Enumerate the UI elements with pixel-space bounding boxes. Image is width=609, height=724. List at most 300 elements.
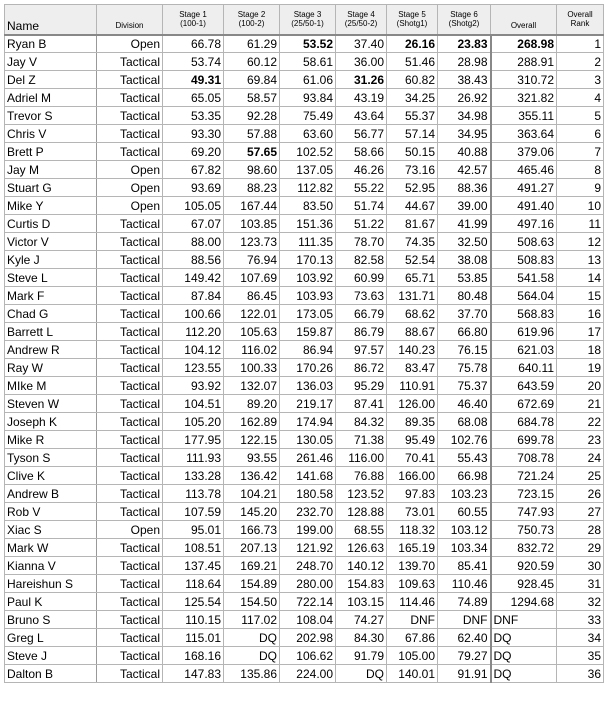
cell-rank[interactable]: 32	[557, 593, 604, 611]
cell-stage4[interactable]: 56.77	[336, 125, 387, 143]
cell-division[interactable]: Open	[97, 521, 163, 539]
cell-stage1[interactable]: 147.83	[163, 665, 224, 683]
cell-stage3[interactable]: 103.93	[280, 287, 336, 305]
cell-stage2[interactable]: 57.65	[224, 143, 280, 161]
cell-rank[interactable]: 7	[557, 143, 604, 161]
header-rank[interactable]	[557, 5, 604, 35]
cell-stage5[interactable]: 109.63	[387, 575, 438, 593]
table-row[interactable]	[5, 35, 604, 53]
cell-stage1[interactable]: 93.69	[163, 179, 224, 197]
cell-name[interactable]: Tyson S	[5, 449, 97, 467]
cell-overall[interactable]: 379.06	[491, 143, 557, 161]
cell-stage2[interactable]: 169.21	[224, 557, 280, 575]
cell-stage1[interactable]: 53.35	[163, 107, 224, 125]
cell-rank[interactable]: 3	[557, 71, 604, 89]
cell-rank[interactable]: 33	[557, 611, 604, 629]
cell-stage4[interactable]: 31.26	[336, 71, 387, 89]
table-row[interactable]	[5, 629, 604, 647]
cell-stage4[interactable]: 87.41	[336, 395, 387, 413]
cell-name[interactable]: Andrew B	[5, 485, 97, 503]
cell-name[interactable]: Ray W	[5, 359, 97, 377]
cell-division[interactable]: Tactical	[97, 71, 163, 89]
cell-stage5[interactable]: 65.71	[387, 269, 438, 287]
cell-overall[interactable]: 723.15	[491, 485, 557, 503]
cell-stage2[interactable]: 103.85	[224, 215, 280, 233]
cell-stage5[interactable]: 74.35	[387, 233, 438, 251]
table-row[interactable]	[5, 53, 604, 71]
cell-rank[interactable]: 6	[557, 125, 604, 143]
cell-stage6[interactable]: 38.43	[438, 71, 491, 89]
cell-division[interactable]: Tactical	[97, 287, 163, 305]
cell-stage3[interactable]: 248.70	[280, 557, 336, 575]
cell-stage5[interactable]: 131.71	[387, 287, 438, 305]
cell-stage5[interactable]: 52.54	[387, 251, 438, 269]
cell-stage1[interactable]: 88.56	[163, 251, 224, 269]
cell-stage2[interactable]: 117.02	[224, 611, 280, 629]
table-row[interactable]	[5, 269, 604, 287]
cell-name[interactable]: Steve J	[5, 647, 97, 665]
cell-stage6[interactable]: 88.36	[438, 179, 491, 197]
cell-rank[interactable]: 14	[557, 269, 604, 287]
cell-stage6[interactable]: 76.15	[438, 341, 491, 359]
cell-name[interactable]: Rob V	[5, 503, 97, 521]
table-row[interactable]	[5, 611, 604, 629]
cell-stage3[interactable]: 83.50	[280, 197, 336, 215]
table-row[interactable]	[5, 503, 604, 521]
cell-stage2[interactable]: 100.33	[224, 359, 280, 377]
cell-division[interactable]: Tactical	[97, 485, 163, 503]
cell-stage3[interactable]: 141.68	[280, 467, 336, 485]
cell-division[interactable]: Open	[97, 35, 163, 53]
table-row[interactable]	[5, 395, 604, 413]
cell-stage1[interactable]: 149.42	[163, 269, 224, 287]
cell-stage6[interactable]: 62.40	[438, 629, 491, 647]
cell-stage5[interactable]: 57.14	[387, 125, 438, 143]
cell-rank[interactable]: 15	[557, 287, 604, 305]
cell-stage4[interactable]: 82.58	[336, 251, 387, 269]
cell-stage4[interactable]: 36.00	[336, 53, 387, 71]
cell-stage1[interactable]: 65.05	[163, 89, 224, 107]
cell-stage5[interactable]: 126.00	[387, 395, 438, 413]
cell-division[interactable]: Tactical	[97, 377, 163, 395]
cell-division[interactable]: Tactical	[97, 557, 163, 575]
cell-stage2[interactable]: 132.07	[224, 377, 280, 395]
cell-overall[interactable]: 321.82	[491, 89, 557, 107]
cell-stage6[interactable]: 74.89	[438, 593, 491, 611]
cell-stage2[interactable]: 98.60	[224, 161, 280, 179]
cell-stage4[interactable]: 154.83	[336, 575, 387, 593]
cell-division[interactable]: Open	[97, 161, 163, 179]
cell-division[interactable]: Tactical	[97, 431, 163, 449]
cell-stage3[interactable]: 53.52	[280, 35, 336, 53]
cell-overall[interactable]: 708.78	[491, 449, 557, 467]
cell-stage4[interactable]: 140.12	[336, 557, 387, 575]
cell-stage4[interactable]: 86.79	[336, 323, 387, 341]
cell-stage1[interactable]: 53.74	[163, 53, 224, 71]
cell-stage3[interactable]: 224.00	[280, 665, 336, 683]
cell-stage4[interactable]: 68.55	[336, 521, 387, 539]
cell-stage5[interactable]: 68.62	[387, 305, 438, 323]
cell-name[interactable]: Del Z	[5, 71, 97, 89]
cell-stage2[interactable]: 207.13	[224, 539, 280, 557]
cell-stage6[interactable]: DNF	[438, 611, 491, 629]
cell-rank[interactable]: 25	[557, 467, 604, 485]
cell-stage6[interactable]: 34.98	[438, 107, 491, 125]
cell-stage6[interactable]: 91.91	[438, 665, 491, 683]
cell-stage4[interactable]: 91.79	[336, 647, 387, 665]
cell-stage1[interactable]: 105.05	[163, 197, 224, 215]
cell-stage4[interactable]: 123.52	[336, 485, 387, 503]
cell-stage5[interactable]: 51.46	[387, 53, 438, 71]
cell-stage2[interactable]: 69.84	[224, 71, 280, 89]
table-row[interactable]	[5, 539, 604, 557]
header-stage4[interactable]	[336, 5, 387, 35]
cell-stage5[interactable]: 73.16	[387, 161, 438, 179]
cell-stage2[interactable]: 123.73	[224, 233, 280, 251]
cell-rank[interactable]: 17	[557, 323, 604, 341]
cell-stage2[interactable]: 122.01	[224, 305, 280, 323]
cell-stage6[interactable]: 103.23	[438, 485, 491, 503]
cell-division[interactable]: Tactical	[97, 143, 163, 161]
cell-name[interactable]: Hareishun S	[5, 575, 97, 593]
cell-stage3[interactable]: 106.62	[280, 647, 336, 665]
cell-name[interactable]: Kianna V	[5, 557, 97, 575]
cell-name[interactable]: Dalton B	[5, 665, 97, 683]
cell-overall[interactable]: 640.11	[491, 359, 557, 377]
cell-stage5[interactable]: 81.67	[387, 215, 438, 233]
cell-name[interactable]: Adriel M	[5, 89, 97, 107]
cell-stage3[interactable]: 170.13	[280, 251, 336, 269]
cell-rank[interactable]: 13	[557, 251, 604, 269]
cell-overall[interactable]: DQ	[491, 647, 557, 665]
cell-stage3[interactable]: 108.04	[280, 611, 336, 629]
cell-overall[interactable]: 363.64	[491, 125, 557, 143]
cell-stage1[interactable]: 137.45	[163, 557, 224, 575]
table-row[interactable]	[5, 323, 604, 341]
cell-stage1[interactable]: 49.31	[163, 71, 224, 89]
cell-overall[interactable]: 508.63	[491, 233, 557, 251]
table-row[interactable]	[5, 125, 604, 143]
cell-stage1[interactable]: 108.51	[163, 539, 224, 557]
cell-overall[interactable]: 564.04	[491, 287, 557, 305]
cell-stage3[interactable]: 261.46	[280, 449, 336, 467]
cell-division[interactable]: Tactical	[97, 251, 163, 269]
cell-stage3[interactable]: 280.00	[280, 575, 336, 593]
cell-stage5[interactable]: 110.91	[387, 377, 438, 395]
cell-stage5[interactable]: 114.46	[387, 593, 438, 611]
table-row[interactable]	[5, 143, 604, 161]
cell-stage6[interactable]: 66.98	[438, 467, 491, 485]
header-stage2[interactable]	[224, 5, 280, 35]
cell-overall[interactable]: 355.11	[491, 107, 557, 125]
cell-division[interactable]: Tactical	[97, 107, 163, 125]
cell-stage4[interactable]: 58.66	[336, 143, 387, 161]
cell-stage3[interactable]: 219.17	[280, 395, 336, 413]
table-row[interactable]	[5, 179, 604, 197]
cell-stage1[interactable]: 118.64	[163, 575, 224, 593]
cell-name[interactable]: Jay M	[5, 161, 97, 179]
cell-stage4[interactable]: 84.30	[336, 629, 387, 647]
cell-name[interactable]: Chad G	[5, 305, 97, 323]
cell-stage1[interactable]: 100.66	[163, 305, 224, 323]
cell-stage6[interactable]: 55.43	[438, 449, 491, 467]
cell-stage4[interactable]: 73.63	[336, 287, 387, 305]
cell-rank[interactable]: 31	[557, 575, 604, 593]
cell-stage2[interactable]: 60.12	[224, 53, 280, 71]
cell-stage6[interactable]: 39.00	[438, 197, 491, 215]
cell-name[interactable]: Jay V	[5, 53, 97, 71]
table-row[interactable]	[5, 647, 604, 665]
cell-stage4[interactable]: 78.70	[336, 233, 387, 251]
cell-name[interactable]: Kyle J	[5, 251, 97, 269]
cell-name[interactable]: Steven W	[5, 395, 97, 413]
cell-overall[interactable]: 621.03	[491, 341, 557, 359]
table-row[interactable]	[5, 467, 604, 485]
cell-stage1[interactable]: 93.92	[163, 377, 224, 395]
cell-stage3[interactable]: 111.35	[280, 233, 336, 251]
cell-name[interactable]: Paul K	[5, 593, 97, 611]
cell-stage3[interactable]: 102.52	[280, 143, 336, 161]
cell-stage4[interactable]: 95.29	[336, 377, 387, 395]
cell-stage3[interactable]: 93.84	[280, 89, 336, 107]
table-row[interactable]	[5, 485, 604, 503]
cell-rank[interactable]: 2	[557, 53, 604, 71]
cell-stage6[interactable]: 68.08	[438, 413, 491, 431]
cell-stage6[interactable]: 37.70	[438, 305, 491, 323]
cell-overall[interactable]: 750.73	[491, 521, 557, 539]
cell-stage3[interactable]: 137.05	[280, 161, 336, 179]
cell-stage5[interactable]: 166.00	[387, 467, 438, 485]
cell-name[interactable]: Bruno S	[5, 611, 97, 629]
cell-stage6[interactable]: 110.46	[438, 575, 491, 593]
cell-stage3[interactable]: 112.82	[280, 179, 336, 197]
cell-rank[interactable]: 4	[557, 89, 604, 107]
cell-overall[interactable]: 310.72	[491, 71, 557, 89]
header-division[interactable]: Division	[97, 5, 163, 35]
cell-division[interactable]: Tactical	[97, 305, 163, 323]
cell-name[interactable]: Chris V	[5, 125, 97, 143]
cell-stage3[interactable]: 130.05	[280, 431, 336, 449]
cell-division[interactable]: Tactical	[97, 269, 163, 287]
cell-stage5[interactable]: 34.25	[387, 89, 438, 107]
cell-stage3[interactable]: 159.87	[280, 323, 336, 341]
cell-division[interactable]: Tactical	[97, 611, 163, 629]
cell-overall[interactable]: 491.27	[491, 179, 557, 197]
cell-stage6[interactable]: 102.76	[438, 431, 491, 449]
cell-rank[interactable]: 8	[557, 161, 604, 179]
cell-overall[interactable]: 288.91	[491, 53, 557, 71]
cell-stage5[interactable]: 105.00	[387, 647, 438, 665]
cell-stage3[interactable]: 58.61	[280, 53, 336, 71]
cell-stage6[interactable]: 53.85	[438, 269, 491, 287]
cell-stage1[interactable]: 67.82	[163, 161, 224, 179]
cell-name[interactable]: Mark W	[5, 539, 97, 557]
cell-stage5[interactable]: 139.70	[387, 557, 438, 575]
table-row[interactable]	[5, 521, 604, 539]
cell-rank[interactable]: 16	[557, 305, 604, 323]
cell-stage1[interactable]: 105.20	[163, 413, 224, 431]
cell-rank[interactable]: 20	[557, 377, 604, 395]
cell-stage4[interactable]: 116.00	[336, 449, 387, 467]
cell-stage2[interactable]: 122.15	[224, 431, 280, 449]
cell-stage1[interactable]: 104.51	[163, 395, 224, 413]
cell-rank[interactable]: 30	[557, 557, 604, 575]
cell-stage4[interactable]: 37.40	[336, 35, 387, 53]
cell-stage3[interactable]: 170.26	[280, 359, 336, 377]
cell-stage3[interactable]: 121.92	[280, 539, 336, 557]
cell-stage6[interactable]: 41.99	[438, 215, 491, 233]
cell-stage6[interactable]: 46.40	[438, 395, 491, 413]
cell-rank[interactable]: 5	[557, 107, 604, 125]
cell-rank[interactable]: 9	[557, 179, 604, 197]
cell-stage1[interactable]: 67.07	[163, 215, 224, 233]
cell-rank[interactable]: 26	[557, 485, 604, 503]
cell-name[interactable]: Ryan B	[5, 35, 97, 53]
table-row[interactable]	[5, 341, 604, 359]
cell-division[interactable]: Open	[97, 197, 163, 215]
cell-rank[interactable]: 34	[557, 629, 604, 647]
cell-stage1[interactable]: 88.00	[163, 233, 224, 251]
header-stage1[interactable]	[163, 5, 224, 35]
cell-overall[interactable]: 619.96	[491, 323, 557, 341]
cell-stage5[interactable]: 118.32	[387, 521, 438, 539]
cell-stage6[interactable]: 103.34	[438, 539, 491, 557]
cell-name[interactable]: Curtis D	[5, 215, 97, 233]
table-row[interactable]	[5, 161, 604, 179]
cell-stage1[interactable]: 110.15	[163, 611, 224, 629]
cell-stage5[interactable]: 95.49	[387, 431, 438, 449]
cell-overall[interactable]: 541.58	[491, 269, 557, 287]
cell-stage1[interactable]: 123.55	[163, 359, 224, 377]
cell-stage4[interactable]: 43.64	[336, 107, 387, 125]
cell-rank[interactable]: 1	[557, 35, 604, 53]
cell-stage2[interactable]: 116.02	[224, 341, 280, 359]
cell-division[interactable]: Tactical	[97, 467, 163, 485]
cell-stage1[interactable]: 66.78	[163, 35, 224, 53]
cell-overall[interactable]: 1294.68	[491, 593, 557, 611]
cell-stage5[interactable]: 70.41	[387, 449, 438, 467]
table-row[interactable]	[5, 233, 604, 251]
cell-overall[interactable]: 721.24	[491, 467, 557, 485]
cell-stage6[interactable]: 103.12	[438, 521, 491, 539]
cell-stage5[interactable]: 97.83	[387, 485, 438, 503]
cell-rank[interactable]: 35	[557, 647, 604, 665]
cell-stage2[interactable]: 154.89	[224, 575, 280, 593]
cell-name[interactable]: Trevor S	[5, 107, 97, 125]
cell-stage2[interactable]: 105.63	[224, 323, 280, 341]
cell-stage2[interactable]: DQ	[224, 647, 280, 665]
cell-stage1[interactable]: 125.54	[163, 593, 224, 611]
table-row[interactable]	[5, 197, 604, 215]
header-stage5[interactable]	[387, 5, 438, 35]
cell-stage5[interactable]: 73.01	[387, 503, 438, 521]
cell-overall[interactable]: 508.83	[491, 251, 557, 269]
cell-stage3[interactable]: 202.98	[280, 629, 336, 647]
cell-stage3[interactable]: 174.94	[280, 413, 336, 431]
cell-division[interactable]: Tactical	[97, 341, 163, 359]
cell-stage4[interactable]: 97.57	[336, 341, 387, 359]
cell-rank[interactable]: 24	[557, 449, 604, 467]
header-stage6[interactable]	[438, 5, 491, 35]
cell-stage2[interactable]: DQ	[224, 629, 280, 647]
table-row[interactable]	[5, 377, 604, 395]
cell-division[interactable]: Tactical	[97, 413, 163, 431]
cell-name[interactable]: Stuart G	[5, 179, 97, 197]
cell-stage3[interactable]: 199.00	[280, 521, 336, 539]
table-row[interactable]	[5, 251, 604, 269]
cell-division[interactable]: Tactical	[97, 629, 163, 647]
cell-overall[interactable]: 747.93	[491, 503, 557, 521]
cell-stage5[interactable]: 44.67	[387, 197, 438, 215]
cell-stage1[interactable]: 95.01	[163, 521, 224, 539]
table-row[interactable]	[5, 359, 604, 377]
cell-stage1[interactable]: 115.01	[163, 629, 224, 647]
table-row[interactable]	[5, 287, 604, 305]
cell-stage2[interactable]: 88.23	[224, 179, 280, 197]
cell-stage4[interactable]: 126.63	[336, 539, 387, 557]
cell-division[interactable]: Tactical	[97, 53, 163, 71]
cell-stage2[interactable]: 89.20	[224, 395, 280, 413]
table-row[interactable]	[5, 107, 604, 125]
cell-name[interactable]: Joseph K	[5, 413, 97, 431]
cell-stage1[interactable]: 111.93	[163, 449, 224, 467]
cell-division[interactable]: Tactical	[97, 215, 163, 233]
cell-stage3[interactable]: 232.70	[280, 503, 336, 521]
table-row[interactable]	[5, 89, 604, 107]
cell-rank[interactable]: 19	[557, 359, 604, 377]
table-row[interactable]	[5, 557, 604, 575]
cell-stage4[interactable]: 103.15	[336, 593, 387, 611]
cell-stage5[interactable]: 140.23	[387, 341, 438, 359]
cell-stage6[interactable]: 60.55	[438, 503, 491, 521]
cell-stage4[interactable]: 86.72	[336, 359, 387, 377]
cell-division[interactable]: Tactical	[97, 449, 163, 467]
cell-stage1[interactable]: 168.16	[163, 647, 224, 665]
cell-stage1[interactable]: 133.28	[163, 467, 224, 485]
cell-stage6[interactable]: 42.57	[438, 161, 491, 179]
cell-name[interactable]: Xiac S	[5, 521, 97, 539]
cell-stage5[interactable]: 67.86	[387, 629, 438, 647]
cell-name[interactable]: Mike R	[5, 431, 97, 449]
cell-stage2[interactable]: 104.21	[224, 485, 280, 503]
cell-stage6[interactable]: 34.95	[438, 125, 491, 143]
header-stage3[interactable]	[280, 5, 336, 35]
cell-division[interactable]: Tactical	[97, 593, 163, 611]
cell-stage5[interactable]: 50.15	[387, 143, 438, 161]
cell-overall[interactable]: 497.16	[491, 215, 557, 233]
cell-stage3[interactable]: 103.92	[280, 269, 336, 287]
cell-division[interactable]: Tactical	[97, 665, 163, 683]
cell-stage1[interactable]: 113.78	[163, 485, 224, 503]
cell-name[interactable]: Mark F	[5, 287, 97, 305]
cell-stage2[interactable]: 76.94	[224, 251, 280, 269]
cell-division[interactable]: Tactical	[97, 575, 163, 593]
cell-stage2[interactable]: 154.50	[224, 593, 280, 611]
cell-stage6[interactable]: 23.83	[438, 35, 491, 53]
cell-rank[interactable]: 12	[557, 233, 604, 251]
cell-stage1[interactable]: 87.84	[163, 287, 224, 305]
cell-stage5[interactable]: 165.19	[387, 539, 438, 557]
cell-division[interactable]: Tactical	[97, 539, 163, 557]
table-row[interactable]	[5, 449, 604, 467]
cell-rank[interactable]: 22	[557, 413, 604, 431]
cell-overall[interactable]: 491.40	[491, 197, 557, 215]
cell-stage4[interactable]: 76.88	[336, 467, 387, 485]
cell-stage1[interactable]: 112.20	[163, 323, 224, 341]
cell-stage5[interactable]: 26.16	[387, 35, 438, 53]
cell-overall[interactable]: 684.78	[491, 413, 557, 431]
cell-stage4[interactable]: 43.19	[336, 89, 387, 107]
